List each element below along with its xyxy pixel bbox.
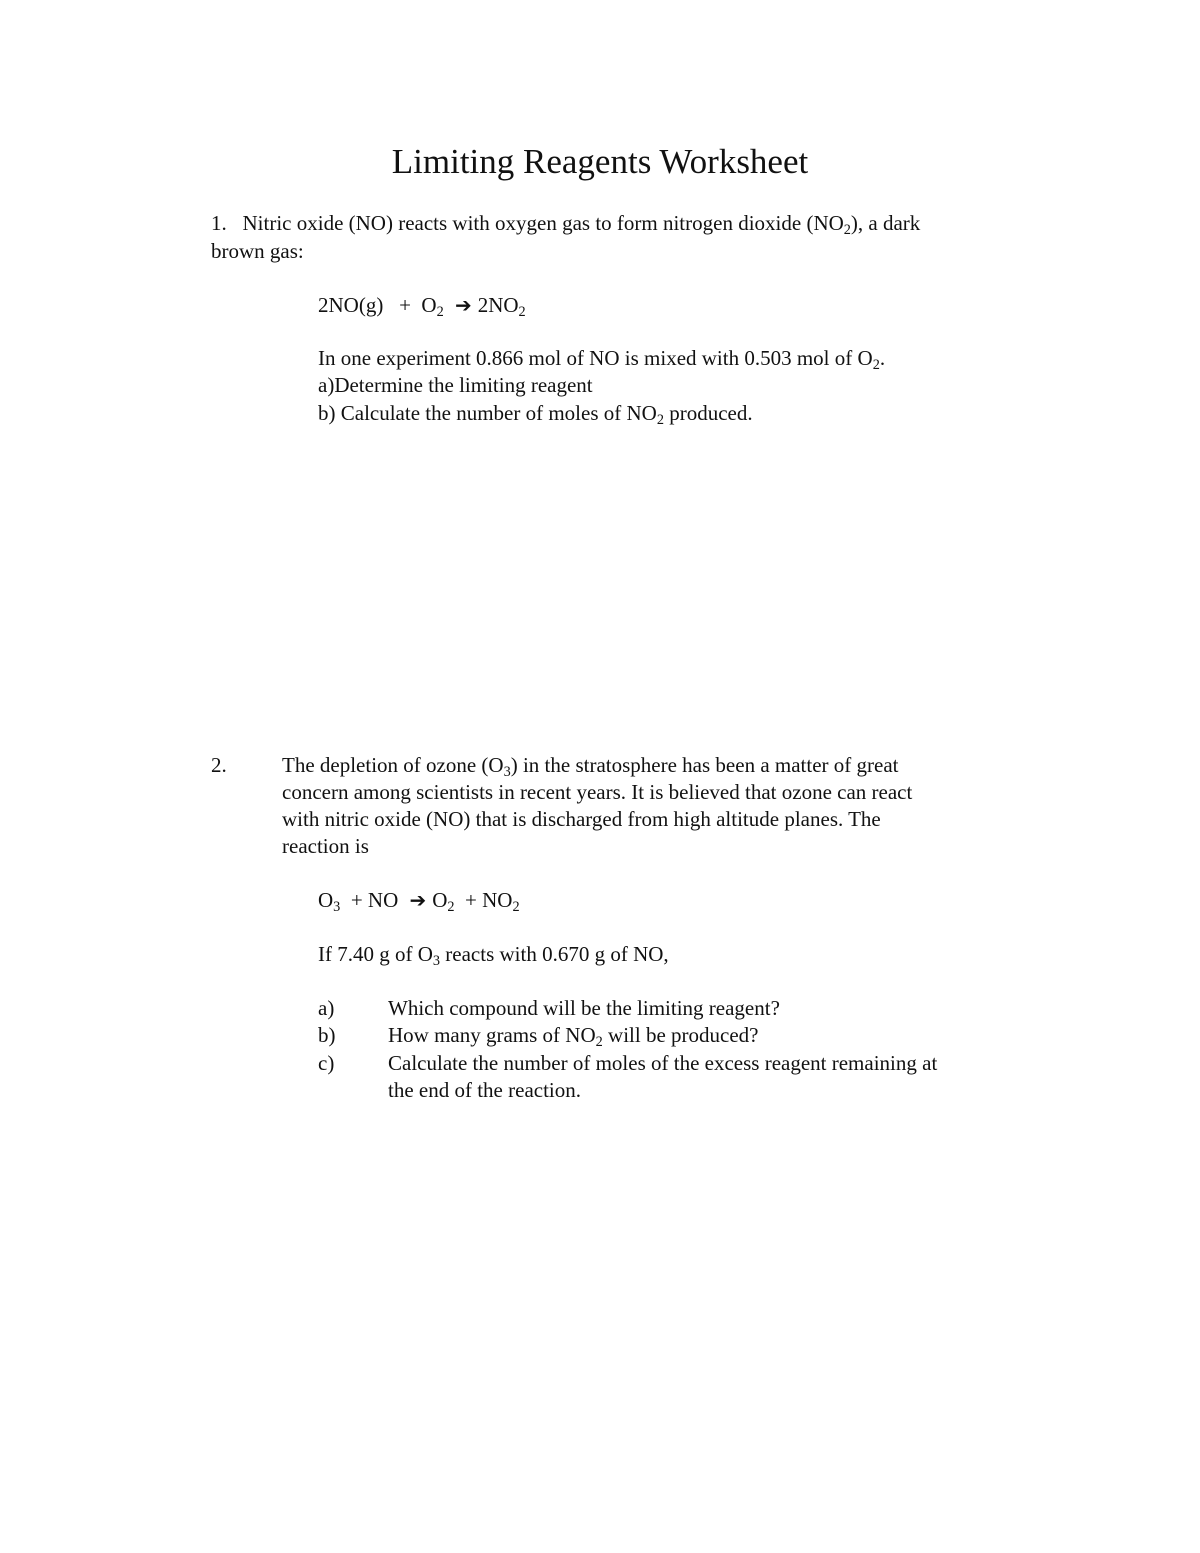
q1-intro-line2: brown gas: xyxy=(211,239,304,263)
q2-part-b-text: How many grams of $NO_2$ will be produced? xyxy=(388,1023,759,1050)
q2-part-c-label: c) xyxy=(318,1051,335,1075)
q2-number: 2. xyxy=(211,753,227,777)
q2-equation: $O_3$ + NO ➔ $O_2 + NO_2$ xyxy=(318,888,520,915)
right-arrow-icon: ➔ xyxy=(454,293,472,317)
q1-intro-line1: 1. Nitric oxide (NO) reacts with oxygen gas to form nitrogen dioxide $(NO_2)$, a dark xyxy=(211,211,921,238)
q1-equation: 2NO(g) + $O_2$ ➔ $2NO_2$ xyxy=(318,293,526,320)
q2-part-a-label: a) xyxy=(318,996,335,1020)
q2-given: If 7.40 g of $O_3$ reacts with 0.670 g of NO, xyxy=(318,942,669,969)
q2-line2: concern among scientists in recent years. It is believed that ozone can react xyxy=(282,780,913,804)
q2-part-b-label: b) xyxy=(318,1023,336,1047)
page-title: Limiting Reagents Worksheet xyxy=(391,142,809,181)
q2-line3: with nitric oxide (NO) that is discharged from high altitude planes. The xyxy=(282,807,881,831)
q1-part-b: b) Calculate the number of moles of $NO_2$ produced. xyxy=(318,401,753,428)
q1-number: 1. xyxy=(211,211,227,235)
q2-part-a-text: Which compound will be the limiting reagent? xyxy=(388,996,780,1020)
right-arrow-icon: ➔ xyxy=(409,888,427,912)
q2-part-c-text: Calculate the number of moles of the excess reagent remaining at xyxy=(388,1051,938,1075)
q1-part-a: a)Determine the limiting reagent xyxy=(318,373,593,397)
q2-line1: The depletion of ozone $(O_3)$ in the stratosphere has been a matter of great xyxy=(282,753,899,780)
q2-line4: reaction is xyxy=(282,834,369,858)
q2-part-c-text-line2: the end of the reaction. xyxy=(388,1078,581,1102)
q1-given: In one experiment 0.866 mol of NO is mixed with 0.503 mol of $O_2$. xyxy=(318,346,886,373)
